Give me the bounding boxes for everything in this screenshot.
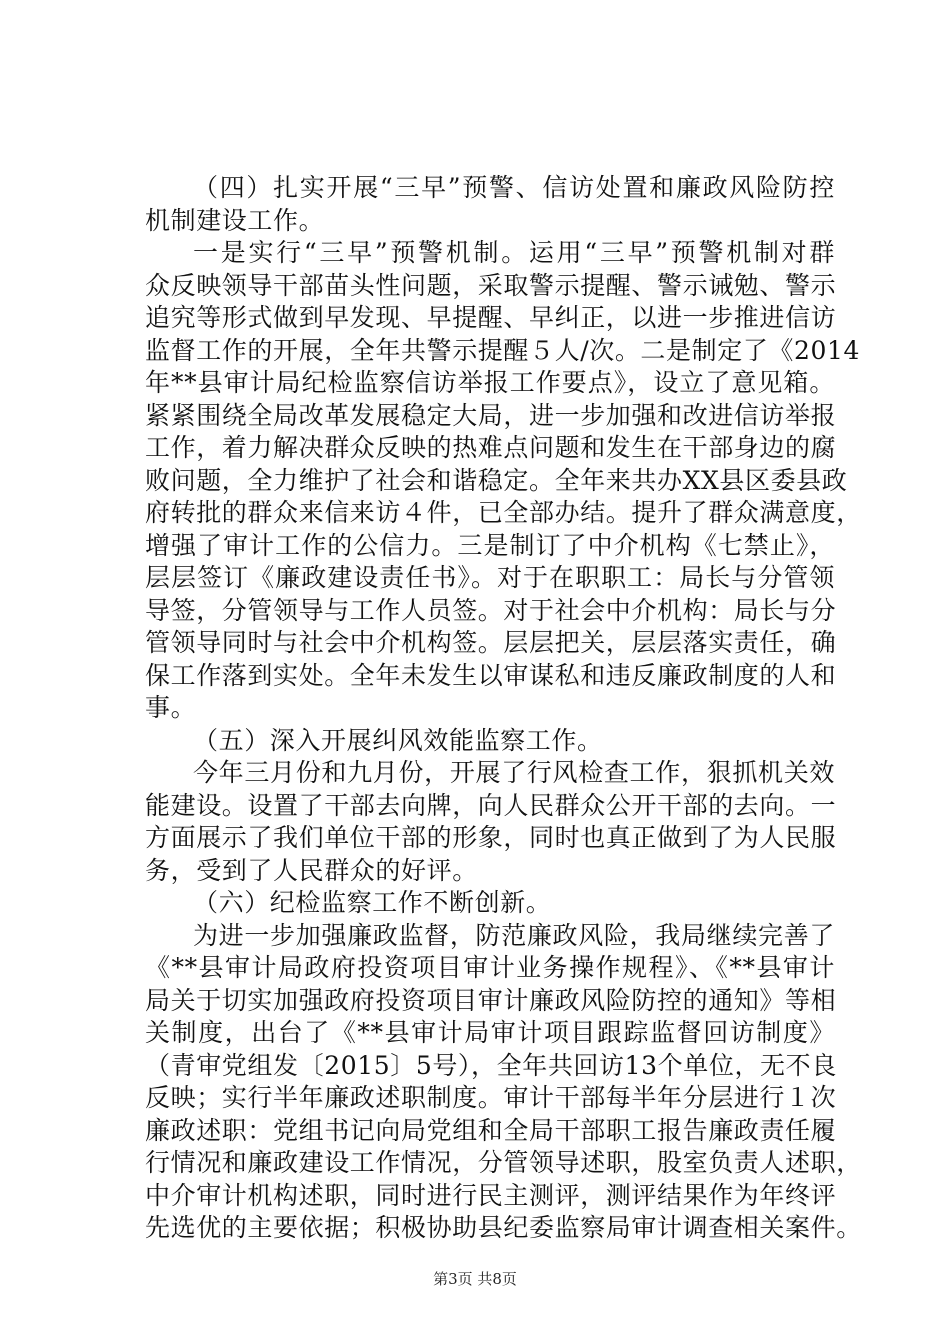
text-line: 关制度，出台了《**县审计局审计项目跟踪监督回访制度》 xyxy=(145,1018,835,1047)
text-line: 府转批的群众来信来访４件，已全部办结。提升了群众满意度， xyxy=(145,498,862,527)
paragraph xyxy=(145,237,862,725)
text-line: （五）深入开展纠风效能监察工作。 xyxy=(193,725,603,755)
text-line: 败问题，全力维护了社会和谐稳定。全年来共办XX县区委县政 xyxy=(145,465,848,495)
page-footer xyxy=(0,1269,950,1289)
text-line: 事。 xyxy=(145,693,197,722)
text-line: 能建设。设置了干部去向牌，向人民群众公开干部的去向。一 xyxy=(145,790,837,820)
text-line: 层层签订《廉政建设责任书》。对于在职职工：局长与分管领 xyxy=(145,563,835,592)
text-line: 追究等形式做到早发现、早提醒、早纠正，以进一步推进信访 xyxy=(145,303,837,332)
text-line: （六）纪检监察工作不断创新。 xyxy=(193,888,552,917)
text-line: 增强了审计工作的公信力。三是制订了中介机构《七禁止》， xyxy=(145,530,835,560)
text-line: 机制建设工作。 xyxy=(145,205,325,235)
page-number-label: 第3页 共8页 xyxy=(433,1270,517,1288)
text-line: 方面展示了我们单位干部的形象，同时也真正做到了为人民服 xyxy=(145,823,837,852)
text-line: 为进一步加强廉政监督，防范廉政风险，我局继续完善了 xyxy=(193,920,835,950)
text-line: 行情况和廉政建设工作情况，分管领导述职，股室负责人述职， xyxy=(145,1148,862,1177)
text-line: 《**县审计局政府投资项目审计业务操作规程》、《**县审计 xyxy=(145,953,835,982)
text-line: 今年三月份和九月份，开展了行风检查工作，狠抓机关效 xyxy=(193,758,835,787)
paragraph xyxy=(145,725,835,758)
paragraph xyxy=(145,172,835,237)
text-line: 导签，分管领导与工作人员签。对于社会中介机构：局长与分 xyxy=(145,595,837,625)
text-line: 年**县审计局纪检监察信访举报工作要点》，设立了意见箱。 xyxy=(145,368,835,397)
text-line: 一是实行“三早”预警机制。运用“三早”预警机制对群 xyxy=(193,238,835,267)
text-line: 监督工作的开展，全年共警示提醒５人/次。二是制定了《2014 xyxy=(145,335,861,365)
text-line: 工作，着力解决群众反映的热难点问题和发生在干部身边的腐 xyxy=(145,433,837,462)
paragraph xyxy=(145,887,835,920)
text-line: 众反映领导干部苗头性问题，采取警示提醒、警示诫勉、警示 xyxy=(145,270,837,300)
text-line: 管领导同时与社会中介机构签。层层把关，层层落实责任，确 xyxy=(145,628,837,657)
text-line: 局关于切实加强政府投资项目审计廉政风险防控的通知》等相 xyxy=(145,985,837,1015)
document-body xyxy=(145,172,862,1245)
paragraph xyxy=(145,920,862,1245)
text-line: 反映；实行半年廉政述职制度。审计干部每半年分层进行１次 xyxy=(145,1083,837,1112)
text-line: 先选优的主要依据；积极协助县纪委监察局审计调查相关案件。 xyxy=(145,1213,862,1242)
text-line: 中介审计机构述职，同时进行民主测评，测评结果作为年终评 xyxy=(145,1180,837,1210)
text-line: （青审党组发〔2015〕5号），全年共回访13个单位，无不良 xyxy=(145,1050,837,1080)
text-line: 紧紧围绕全局改革发展稳定大局，进一步加强和改进信访举报 xyxy=(145,400,837,430)
paragraph xyxy=(145,757,835,887)
text-line: 廉政述职：党组书记向局党组和全局干部职工报告廉政责任履 xyxy=(145,1115,837,1145)
text-line: 保工作落到实处。全年未发生以审谋私和违反廉政制度的人和 xyxy=(145,660,837,690)
text-line: 务，受到了人民群众的好评。 xyxy=(145,855,478,885)
text-line: （四）扎实开展“三早”预警、信访处置和廉政风险防控 xyxy=(193,173,835,202)
